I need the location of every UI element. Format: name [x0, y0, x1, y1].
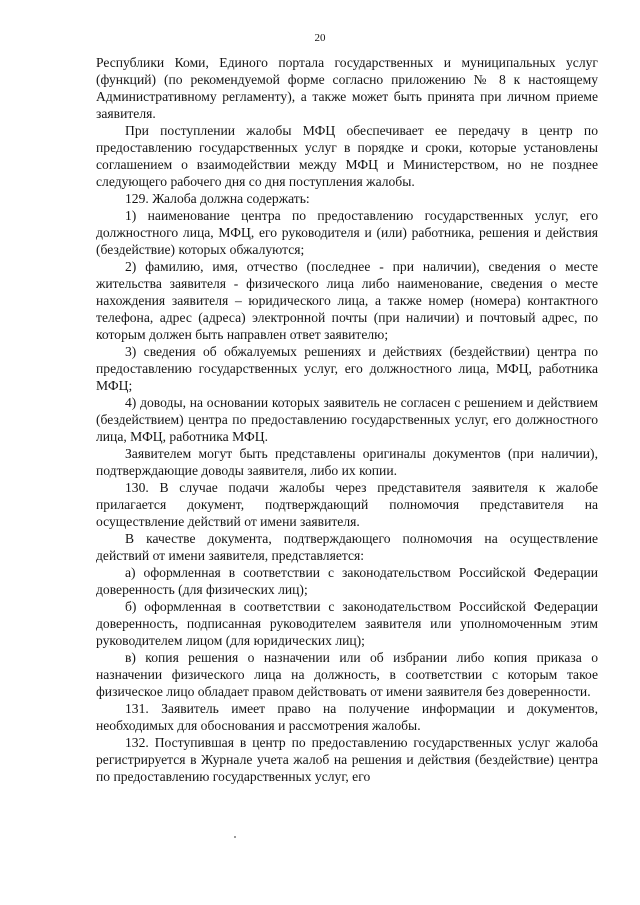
- paragraph: Республики Коми, Единого портала государственных и муниципальных услуг (функций) (по рекомендуемой форме согласно приложению № 8 к настоящему Административному регламенту), а также может быть принята при личном приеме заявителя.: [96, 55, 598, 121]
- paragraph: 2) фамилию, имя, отчество (последнее - при наличии), сведения о месте жительства заявителя - физического лица либо наименование, сведения о месте нахождения заявителя – юридического лица, а также номер (номера) контактного телефона, адрес (адреса) электронной почты (при наличии) и почтовый адрес, по которым должен быть направлен ответ заявителю;: [96, 259, 598, 342]
- paragraph: 129. Жалоба должна содержать:: [125, 191, 310, 206]
- paragraph: 1) наименование центра по предоставлению государственных услуг, его должностного лица, МФЦ, его руководителя и (или) работника, решения и действия (бездействие) которых обжалуются;: [96, 208, 598, 257]
- paragraph: 130. В случае подачи жалобы через представителя заявителя к жалобе прилагается документ, подтверждающий полномочия представителя на осуществление действий от имени заявителя.: [96, 480, 598, 529]
- paragraph: б) оформленная в соответствии с законодательством Российской Федерации доверенность, подписанная руководителем заявителя или уполномоченным этим руководителем лицом (для юридических лиц);: [96, 599, 598, 648]
- paragraph: 4) доводы, на основании которых заявитель не согласен с решением и действием (бездействием) центра по предоставлению государственных услуг, его должностного лица, МФЦ, работника МФЦ.: [96, 395, 598, 444]
- paragraph: 131. Заявитель имеет право на получение информации и документов, необходимых для обоснования и рассмотрения жалобы.: [96, 701, 598, 733]
- paragraph: 3) сведения об обжалуемых решениях и действиях (бездействии) центра по предоставлению государственных услуг, его должностного лица, МФЦ, работника МФЦ;: [96, 344, 598, 393]
- paragraph: В качестве документа, подтверждающего полномочия на осуществление действий от имени заявителя, представляется:: [96, 531, 598, 563]
- scan-artifact: [234, 836, 236, 838]
- paragraph: 132. Поступившая в центр по предоставлению государственных услуг жалоба регистрируется в Журнале учета жалоб на решения и действия (бездействие) центра по предоставлению государственных услуг, его: [96, 735, 598, 784]
- paragraph: Заявителем могут быть представлены оригиналы документов (при наличии), подтверждающие доводы заявителя, либо их копии.: [96, 446, 598, 478]
- paragraph: в) копия решения о назначении или об избрании либо копия приказа о назначении физического лица на должность, в соответствии с которым такое физическое лицо обладает правом действовать от имени заявителя без доверенности.: [96, 650, 598, 699]
- paragraph: а) оформленная в соответствии с законодательством Российской Федерации доверенность (для физических лиц);: [96, 565, 598, 597]
- document-body: [96, 54, 598, 785]
- page-number: 20: [314, 32, 326, 44]
- paragraph: При поступлении жалобы МФЦ обеспечивает ее передачу в центр по предоставлению государственных услуг в порядке и сроки, которые установлены соглашением о взаимодействии между МФЦ и Министерством, но не позднее следующего рабочего дня со дня поступления жалобы.: [96, 123, 598, 189]
